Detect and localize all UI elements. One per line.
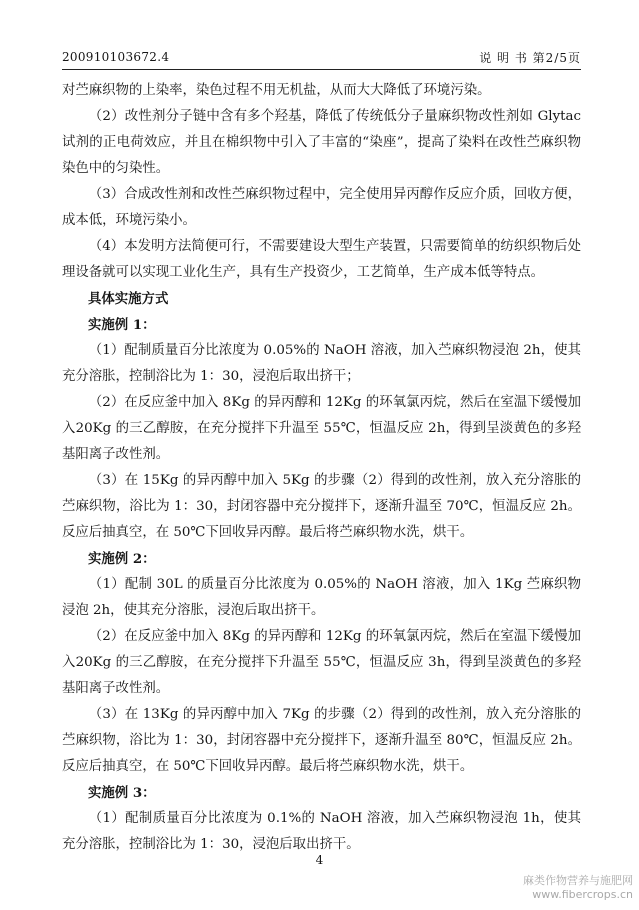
paragraph: 对苎麻织物的上染率，染色过程不用无机盐，从而大大降低了环境污染。 xyxy=(62,83,491,98)
section-heading: 实施例 1： xyxy=(88,317,156,333)
paragraph: （4）本发明方法简便可行，不需要建设大型生产装置，只需要简单的纺织织物后处理设备就可以实现工业化生产，具有生产投资少，工艺简单，生产成本低等特点。 xyxy=(62,239,581,280)
paragraph: （3）在 15Kg 的异丙醇中加入 5Kg 的步骤（2）得到的改性剂，放入充分溶胀的苎麻织物，浴比为 1：30，封闭容器中充分搅拌下，逐渐升温至 70℃，恒温反应 2h。反应后抽真空，在 50℃下回收异丙醇。最后将苎麻织物水洗，烘干。 xyxy=(62,473,581,540)
paragraph: （3）合成改性剂和改性苎麻织物过程中，完全使用异丙醇作反应介质，回收方便，成本低，环境污染小。 xyxy=(62,187,581,228)
paragraph: （1）配制 30L 的质量百分比浓度为 0.05%的 NaOH 溶液，加入 1Kg 苎麻织物浸泡 2h，使其充分溶胀，浸泡后取出挤干。 xyxy=(62,577,581,618)
watermark xyxy=(523,874,633,902)
section-heading: 实施例 3： xyxy=(88,785,156,801)
watermark-url: www.fibercrops.cn xyxy=(532,888,633,901)
document-number: 200910103672.4 xyxy=(62,50,170,64)
watermark-site-name: 麻类作物营养与施肥网 xyxy=(523,874,633,887)
paragraph: （1）配制质量百分比浓度为 0.05%的 NaOH 溶液，加入苎麻织物浸泡 2h，使其充分溶胀，控制浴比为 1：30，浸泡后取出挤干； xyxy=(62,343,581,384)
section-heading: 实施例 2： xyxy=(88,551,156,567)
paragraph: （3）在 13Kg 的异丙醇中加入 7Kg 的步骤（2）得到的改性剂，放入充分溶胀的苎麻织物，浴比为 1：30，封闭容器中充分搅拌下，逐渐升温至 80℃，恒温反应 2h。反应后抽真空，在 50℃下回收异丙醇。最后将苎麻织物水洗，烘干。 xyxy=(62,707,581,774)
page-number: 4 xyxy=(315,853,324,867)
section-heading: 具体实施方式 xyxy=(88,291,169,307)
paragraph: （2）在反应釜中加入 8Kg 的异丙醇和 12Kg 的环氧氯丙烷，然后在室温下缓慢加入20Kg 的三乙醇胺，在充分搅拌下升温至 55℃，恒温反应 3h，得到呈淡黄色的多羟基阳离子改性剂。 xyxy=(62,629,581,696)
paragraph: （1）配制质量百分比浓度为 0.1%的 NaOH 溶液，加入苎麻织物浸泡 1h，使其充分溶胀，控制浴比为 1：30，浸泡后取出挤干。 xyxy=(62,811,581,852)
header-rule xyxy=(62,69,581,70)
page-header xyxy=(62,46,581,68)
paragraph: （2）改性剂分子链中含有多个羟基，降低了传统低分子量麻织物改性剂如 Glytac 试剂的正电荷效应，并且在棉织物中引入了丰富的“染座”，提高了染料在改性苎麻织物染色中的匀染性。 xyxy=(62,109,581,176)
paragraph: （2）在反应釜中加入 8Kg 的异丙醇和 12Kg 的环氧氯丙烷，然后在室温下缓慢加入20Kg 的三乙醇胺，在充分搅拌下升温至 55℃，恒温反应 2h，得到呈淡黄色的多羟基阳离子改性剂。 xyxy=(62,395,581,462)
document-body xyxy=(62,78,581,858)
header-section-page: 说 明 书 第2/5页 xyxy=(479,51,581,65)
